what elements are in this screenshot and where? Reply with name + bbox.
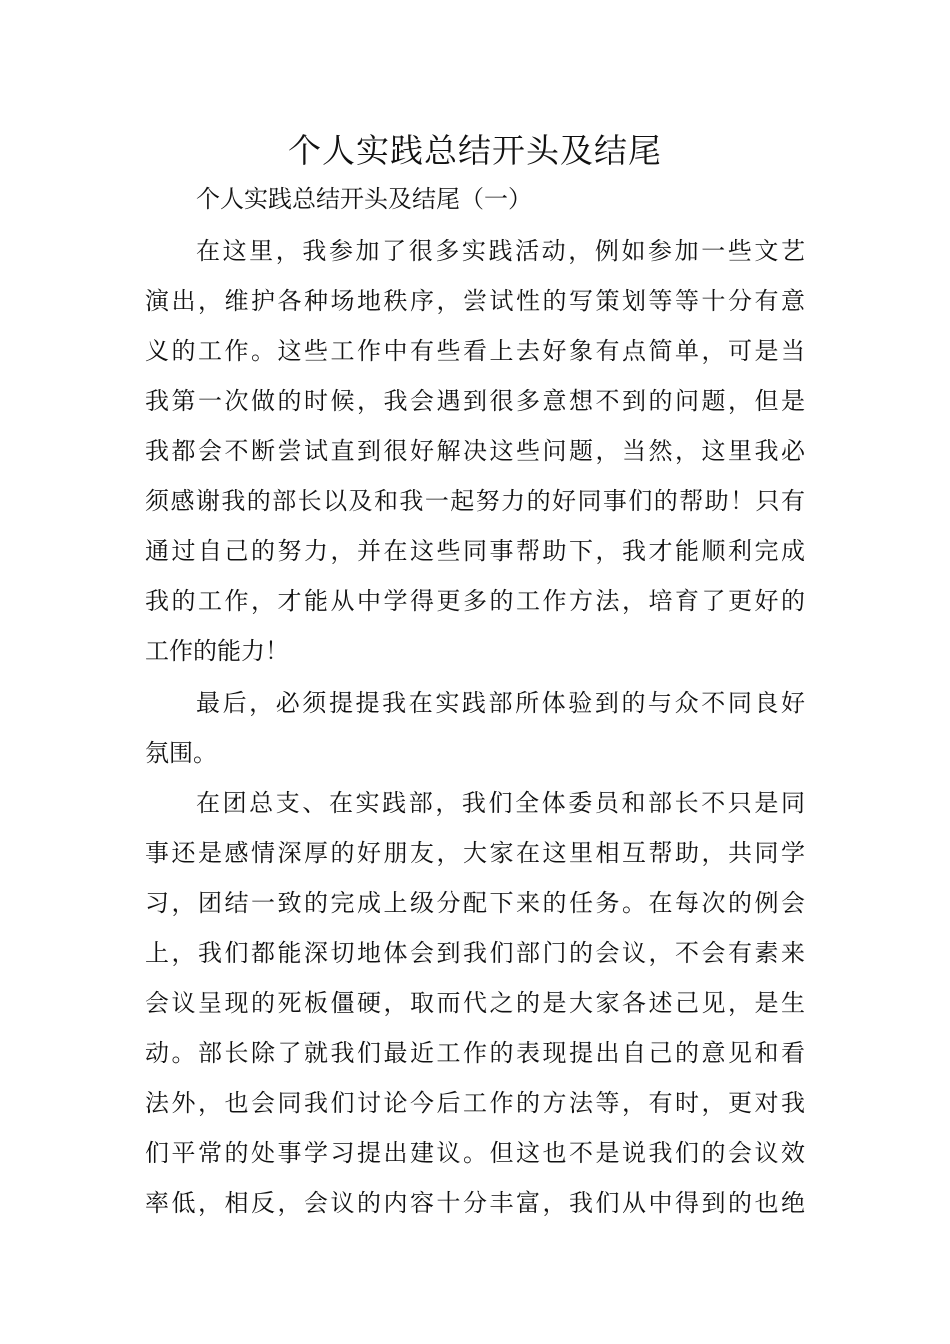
paragraph-line: 动。部长除了就我们最近工作的表现提出自己的意见和看 bbox=[145, 1039, 805, 1067]
paragraph-line: 义的工作。这些工作中有些看上去好象有点简单，可是当 bbox=[145, 337, 805, 365]
paragraph-line: 须感谢我的部长以及和我一起努力的好同事们的帮助！只有 bbox=[145, 487, 805, 515]
paragraph-line: 我都会不断尝试直到很好解决这些问题，当然，这里我必 bbox=[145, 437, 805, 465]
paragraph-line: 通过自己的努力，并在这些同事帮助下，我才能顺利完成 bbox=[145, 537, 805, 565]
document-subtitle: 个人实践总结开头及结尾（一） bbox=[196, 185, 532, 213]
paragraph-line: 会议呈现的死板僵硬，取而代之的是大家各述己见，是生 bbox=[145, 989, 805, 1017]
paragraph-line: 演出，维护各种场地秩序，尝试性的写策划等等十分有意 bbox=[145, 287, 805, 315]
paragraph-line: 事还是感情深厚的好朋友，大家在这里相互帮助，共同学 bbox=[145, 839, 805, 867]
paragraph-line: 习，团结一致的完成上级分配下来的任务。在每次的例会 bbox=[145, 889, 805, 917]
paragraph-line: 我第一次做的时候，我会遇到很多意想不到的问题，但是 bbox=[145, 387, 805, 415]
paragraph-line: 上，我们都能深切地体会到我们部门的会议，不会有素来 bbox=[145, 939, 805, 967]
paragraph-line: 我的工作，才能从中学得更多的工作方法，培育了更好的 bbox=[145, 587, 805, 615]
paragraph-line: 氛围。 bbox=[145, 739, 217, 767]
paragraph-line: 率低，相反，会议的内容十分丰富，我们从中得到的也绝 bbox=[145, 1189, 805, 1217]
paragraph-line: 在这里，我参加了很多实践活动，例如参加一些文艺 bbox=[196, 237, 805, 265]
paragraph-line: 在团总支、在实践部，我们全体委员和部长不只是同 bbox=[196, 789, 805, 817]
paragraph-line: 法外，也会同我们讨论今后工作的方法等，有时，更对我 bbox=[145, 1089, 805, 1117]
paragraph-line: 们平常的处事学习提出建议。但这也不是说我们的会议效 bbox=[145, 1139, 805, 1167]
document-title: 个人实践总结开头及结尾 bbox=[288, 131, 662, 170]
paragraph-line: 工作的能力！ bbox=[145, 637, 289, 665]
paragraph-line: 最后，必须提提我在实践部所体验到的与众不同良好 bbox=[196, 689, 805, 717]
